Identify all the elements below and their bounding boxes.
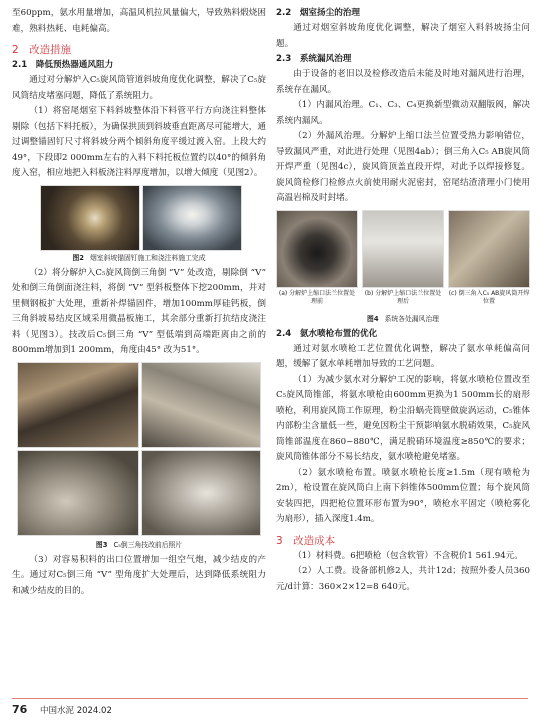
paragraph: 通过对氨水喷枪工艺位置优化调整，解决了氨水单耗偏高问题，缓解了氨水单耗增加导致的工艺问题。 [276, 343, 530, 369]
photo [448, 210, 530, 288]
paragraph: （1）为减少氨水对分解炉工况的影响，将氨水喷枪位置改至C₅旋风筒锥部，将氨水喷枪由600mm更换为1 500mm长的扇形喷枪，利用旋风筒工作原理，粉尘沿蜗壳筒壁做旋涡运动，C₅锥体内部粉尘含量低一些，避免因粉尘干预影响氨水脱硝效果，C₅旋风筒锥部温度在860~880℃，满足脱硝环境温度≥850℃的要求；旋风筒锥体部分不易长结皮，氨水喷枪避免堵塞。 [276, 374, 530, 462]
figure-caption: 图3 C₅倒三角技改前后照片 [95, 540, 183, 549]
figure-caption: 图2 烟室斜坡锚固钉施工和浇注料施工完成 [72, 253, 206, 262]
subsection-heading: 2.2 烟室扬尘的治理 [276, 8, 360, 18]
section-heading: 3 改造成本 [276, 534, 336, 547]
paragraph: （3）对容易积料的出口位置增加一组空气炮，减少结皮的产生。通过对C₅倒三角 “V” 型角度扩大处理后，达到降低系统阻力和减少结皮的目的。 [12, 554, 266, 596]
photo [17, 450, 139, 536]
figure-subcaption: (c) 倒三角入C₅ AB旋风筒开焊位置 [448, 289, 530, 305]
figure-4-photos [276, 210, 530, 312]
footer-divider [12, 698, 528, 699]
photo [141, 450, 261, 536]
figure-3-photos [12, 362, 266, 538]
photo [276, 210, 358, 288]
figure-subcaption: (b) 分解炉上缩口法兰位置处理后 [364, 289, 442, 305]
paragraph: （1）将窑尾烟室下料斜坡整体沿下料管平行方向浇注料整体剔除（包括下料托板），为确保拱顶到斜坡垂直距离尽可能增大，通过调整锚固钉尺寸将斜坡分两个倾斜角度平缓过渡入窑。上段大约49°，下段即2 000mm左右的入料下料托板位置约以40°的倾斜角度入窑，相应地把入料板浇注料厚度增加，以增大倾度（见图2）。 [12, 106, 266, 178]
section-heading: 2 改造措施 [12, 44, 72, 56]
subsection-heading: 2.3 系统漏风治理 [276, 54, 352, 64]
right-column [276, 6, 530, 595]
photo [141, 362, 261, 448]
left-column [12, 6, 266, 599]
photo [362, 210, 444, 288]
page-footer [0, 698, 540, 722]
journal-name: 中国水泥 2024.02 [40, 706, 112, 716]
paragraph: 至60ppm，氨水用量增加，高温风机拉风量偏大，导致熟料煅烧困难，熟料热耗、电耗偏高。 [12, 8, 266, 34]
paragraph: （1）内漏风治理。C₁、C₃、C₄更换新型微动双翻版阀，解决系统内漏风。 [276, 100, 530, 126]
paragraph: （2）人工费。设备部机修2人，共计12d；按照外委人员360元/d计算：360×2×12=8 640元。 [276, 566, 530, 592]
paragraph: 由于设备的老旧以及检修改造后未能及时地对漏风进行治理，系统存在漏风。 [276, 69, 530, 95]
subsection-heading: 2.4 氨水喷枪布置的优化 [276, 328, 378, 339]
photo [40, 185, 140, 251]
paragraph: 通过对烟室斜坡角度优化调整，解决了烟室入料斜坡扬尘问题。 [276, 23, 530, 49]
figure-2-photos [12, 185, 266, 251]
paragraph: （2）氨水喷枪布置。喷氨水喷枪长度≥1.5m（现有喷枪为2m），枪设置在旋风筒白上南下斜锥体500mm位置；每个旋风筒安装四把，四把枪位置环形布置为90°，喷枪水平固定（喷枪雾化为扇形），插入深度1.4m。 [276, 467, 530, 524]
figure-subcaption: (a) 分解炉上缩口法兰位置处理前 [278, 289, 356, 305]
paragraph: （1）材料费。6把喷枪（包含软管）不含税价1 561.94元。 [293, 550, 523, 561]
paragraph: 通过对分解炉入C₅旋风筒管道斜坡角度优化调整，解决了C₅旋风筒结皮堵塞问题，降低了系统阻力。 [12, 75, 266, 101]
paragraph: （2）外漏风治理。分解炉上缩口法兰位置受热力影响错位，导致漏风严重，对此进行处理（见图4ab）；倒三角入C₅ AB旋风筒开焊严重（见图4c），旋风筒顶盖直段开焊，对此予以焊接修复。旋风筒检修门检修点火前使用耐火泥密封，窑尾结渣清理小门使用高温岩棉及时封堵。 [276, 131, 530, 203]
subsection-heading: 2.1 降低预热器通风阻力 [12, 60, 114, 70]
photo [142, 185, 242, 251]
page-number: 76 [12, 703, 28, 716]
paragraph: （2）将分解炉入C₅旋风筒倒三角倒 “V” 处改造，剔除倒 “V” 处和倒三角倒面浇注料，将倒 “V” 型斜板整体下挖200mm，并对里侧钢板扩大处理，重新补焊锚固件，增加100mm厚硅钙板，倒三角斜坡易结皮区域采用微晶板施工，其余部分重新打抗结皮浇注料（见图3）。技改后C₅倒三角 “V” 型低端到高端距离由之前的800mm增加到1 200mm，角度由45° 改为51°。 [12, 267, 266, 355]
figure-caption: 图4 系统各处漏风治理 [367, 314, 439, 323]
photo [17, 362, 139, 448]
